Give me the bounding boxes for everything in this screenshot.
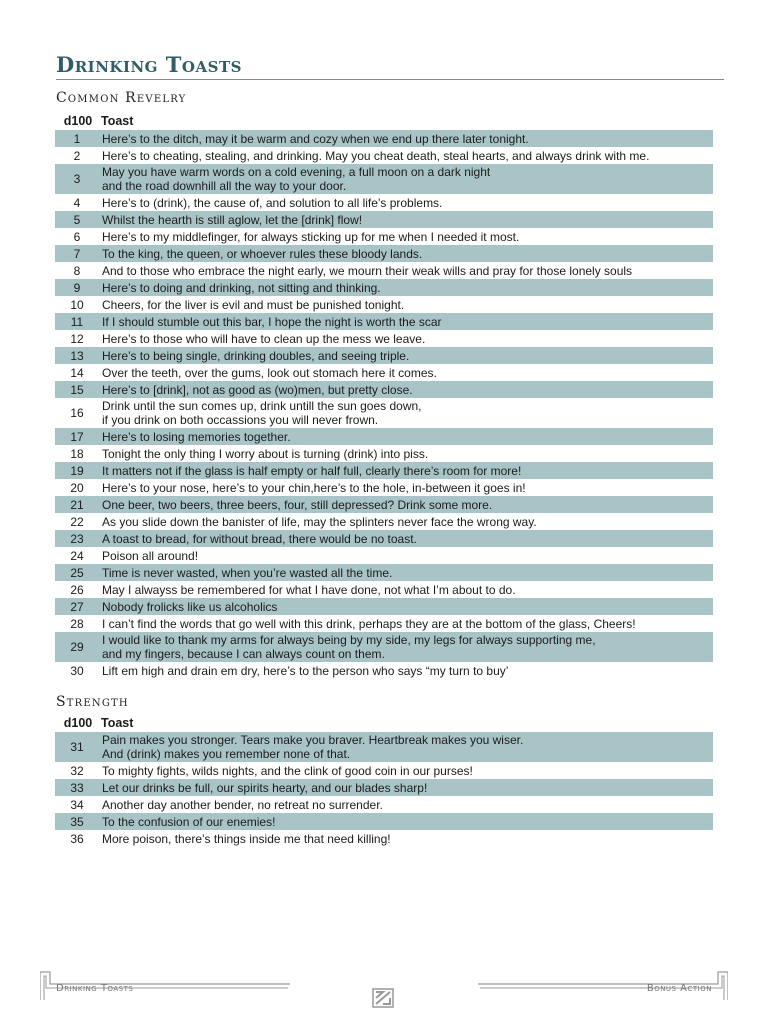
- table-row: [55, 330, 713, 347]
- table-row: [55, 479, 713, 496]
- toast-text: Drink until the sun comes up, drink untill the sun goes down, if you drink on both occassions you will never frown.: [102, 399, 422, 427]
- toast-text: Whilst the hearth is still aglow, let the [drink] flow!: [102, 212, 363, 227]
- row-number: 14: [70, 365, 84, 380]
- table-row: [55, 530, 713, 547]
- table-row: [55, 796, 713, 813]
- row-number: 33: [70, 780, 84, 795]
- toast-text: Here’s to my middlefinger, for always sticking up for me when I needed it most.: [102, 229, 520, 244]
- column-header-d100: d100: [63, 716, 93, 730]
- table-row: [55, 194, 713, 211]
- table-row: [55, 164, 713, 194]
- footer-right-label: Bonus Action: [646, 983, 712, 994]
- toast-text: Here’s to cheating, stealing, and drinking. May you cheat death, steal hearts, and always drink with me.: [102, 148, 650, 163]
- table-row: [55, 662, 713, 679]
- table-row: [55, 364, 713, 381]
- table-row: [55, 732, 713, 762]
- column-header-toast: Toast: [101, 114, 134, 128]
- toast-text: Here’s to being single, drinking doubles, and seeing triple.: [102, 348, 410, 363]
- table-row: [55, 347, 713, 364]
- table-row: [55, 445, 713, 462]
- table-row: [55, 228, 713, 245]
- row-number: 9: [73, 280, 81, 295]
- row-number: 3: [73, 172, 81, 186]
- section-title-strength: Strength: [56, 694, 129, 710]
- toast-text: Pain makes you stronger. Tears make you braver. Heartbreak makes you wiser. And (drink) makes you remember none of that.: [102, 733, 524, 761]
- toast-text: Nobody frolicks like us alcoholics: [102, 599, 278, 614]
- page-title: Drinking Toasts: [56, 52, 242, 77]
- table-row: [55, 615, 713, 632]
- table-row: [55, 147, 713, 164]
- toast-text: Here’s to [drink], not as good as (wo)men, but pretty close.: [102, 382, 413, 397]
- toast-text: Time is never wasted, when you’re wasted all the time.: [102, 565, 393, 580]
- row-number: 34: [70, 797, 84, 812]
- row-number: 18: [70, 446, 84, 461]
- toast-text: I can’t find the words that go well with this drink, perhaps they are at the bottom of the glass, Cheers!: [102, 616, 636, 631]
- table-row: [55, 581, 713, 598]
- toast-text: More poison, there’s things inside me that need killing!: [102, 831, 391, 846]
- row-number: 15: [70, 382, 84, 397]
- row-number: 35: [70, 814, 84, 829]
- row-number: 13: [70, 348, 84, 363]
- table-row: [55, 462, 713, 479]
- table-row: [55, 632, 713, 662]
- table-row: [55, 598, 713, 615]
- row-number: 19: [70, 463, 84, 478]
- section-title-common-revelry: Common Revelry: [56, 90, 187, 106]
- toast-text: And to those who embrace the night early, we mourn their weak wills and pray for those lonely souls: [102, 263, 633, 278]
- toast-text: Let our drinks be full, our spirits hearty, and our blades sharp!: [102, 780, 428, 795]
- toast-text: To mighty fights, wilds nights, and the clink of good coin in our purses!: [102, 763, 473, 778]
- row-number: 30: [70, 663, 84, 678]
- toast-text: Another day another bender, no retreat no surrender.: [102, 797, 383, 812]
- toast-text: As you slide down the banister of life, may the splinters never face the wrong way.: [102, 514, 537, 529]
- column-header-toast: Toast: [101, 716, 134, 730]
- row-number: 4: [73, 195, 81, 210]
- toast-text: May I alwayss be remembered for what I have done, not what I’m about to do.: [102, 582, 516, 597]
- toast-text: I would like to thank my arms for always being by my side, my legs for always supporting me, and my fingers, because I can always count on them.: [102, 633, 596, 661]
- toast-text: Poison all around!: [102, 548, 199, 563]
- row-number: 10: [70, 297, 84, 312]
- row-number: 31: [70, 740, 84, 754]
- toast-text: Here’s to the ditch, may it be warm and cozy when we end up there later tonight.: [102, 131, 529, 146]
- column-header-d100: d100: [63, 114, 93, 128]
- row-number: 23: [70, 531, 84, 546]
- table-row: [55, 262, 713, 279]
- table-row: [55, 513, 713, 530]
- toast-text: A toast to bread, for without bread, there would be no toast.: [102, 531, 417, 546]
- row-number: 1: [73, 131, 81, 146]
- table-header: [55, 714, 713, 732]
- row-number: 17: [70, 429, 84, 444]
- table-row: [55, 830, 713, 847]
- table-row: [55, 211, 713, 228]
- row-number: 21: [70, 497, 84, 512]
- row-number: 7: [73, 246, 81, 261]
- table-row: [55, 762, 713, 779]
- row-number: 16: [70, 406, 84, 420]
- row-number: 2: [73, 148, 81, 163]
- row-number: 12: [70, 331, 84, 346]
- row-number: 36: [70, 831, 84, 846]
- row-number: 29: [70, 640, 84, 654]
- table-body: [55, 732, 713, 847]
- table-header: [55, 112, 713, 130]
- table-row: [55, 813, 713, 830]
- row-number: 27: [70, 599, 84, 614]
- table-row: [55, 398, 713, 428]
- table-row: [55, 381, 713, 398]
- toast-text: To the confusion of our enemies!: [102, 814, 276, 829]
- row-number: 25: [70, 565, 84, 580]
- common-revelry-table: [55, 112, 713, 679]
- toast-text: Here’s to doing and drinking, not sitting and thinking.: [102, 280, 381, 295]
- row-number: 32: [70, 763, 84, 778]
- table-row: [55, 130, 713, 147]
- row-number: 26: [70, 582, 84, 597]
- toast-text: Lift em high and drain em dry, here’s to the person who says “my turn to buy’: [102, 663, 509, 678]
- toast-text: Here’s to losing memories together.: [102, 429, 291, 444]
- row-number: 6: [73, 229, 81, 244]
- table-row: [55, 547, 713, 564]
- toast-text: Tonight the only thing I worry about is turning (drink) into piss.: [102, 446, 429, 461]
- row-number: 24: [70, 548, 84, 563]
- row-number: 28: [70, 616, 84, 631]
- toast-text: Over the teeth, over the gums, look out stomach here it comes.: [102, 365, 437, 380]
- toast-text: One beer, two beers, three beers, four, still depressed? Drink some more.: [102, 497, 493, 512]
- table-row: [55, 564, 713, 581]
- toast-text: May you have warm words on a cold evening, a full moon on a dark night and the road downhill all the way to your door.: [102, 165, 491, 193]
- table-row: [55, 428, 713, 445]
- table-row: [55, 245, 713, 262]
- toast-text: Cheers, for the liver is evil and must be punished tonight.: [102, 297, 405, 312]
- row-number: 22: [70, 514, 84, 529]
- row-number: 8: [73, 263, 81, 278]
- toast-text: To the king, the queen, or whoever rules these bloody lands.: [102, 246, 423, 261]
- table-row: [55, 313, 713, 330]
- toast-text: Here’s to those who will have to clean up the mess we leave.: [102, 331, 426, 346]
- title-divider: [56, 79, 724, 80]
- toast-text: Here’s to your nose, here’s to your chin,here’s to the hole, in-between it goes in!: [102, 480, 526, 495]
- row-number: 11: [70, 314, 84, 329]
- table-row: [55, 296, 713, 313]
- table-body: [55, 130, 713, 679]
- publisher-logo-icon: [372, 988, 394, 1008]
- strength-table: [55, 714, 713, 847]
- row-number: 20: [70, 480, 84, 495]
- footer-left-label: Drinking Toasts: [56, 983, 134, 994]
- toast-text: If I should stumble out this bar, I hope the night is worth the scar: [102, 314, 442, 329]
- toast-text: Here’s to (drink), the cause of, and solution to all life’s problems.: [102, 195, 443, 210]
- table-row: [55, 496, 713, 513]
- toast-text: It matters not if the glass is half empty or half full, clearly there’s room for more!: [102, 463, 522, 478]
- table-row: [55, 779, 713, 796]
- table-row: [55, 279, 713, 296]
- row-number: 5: [73, 212, 81, 227]
